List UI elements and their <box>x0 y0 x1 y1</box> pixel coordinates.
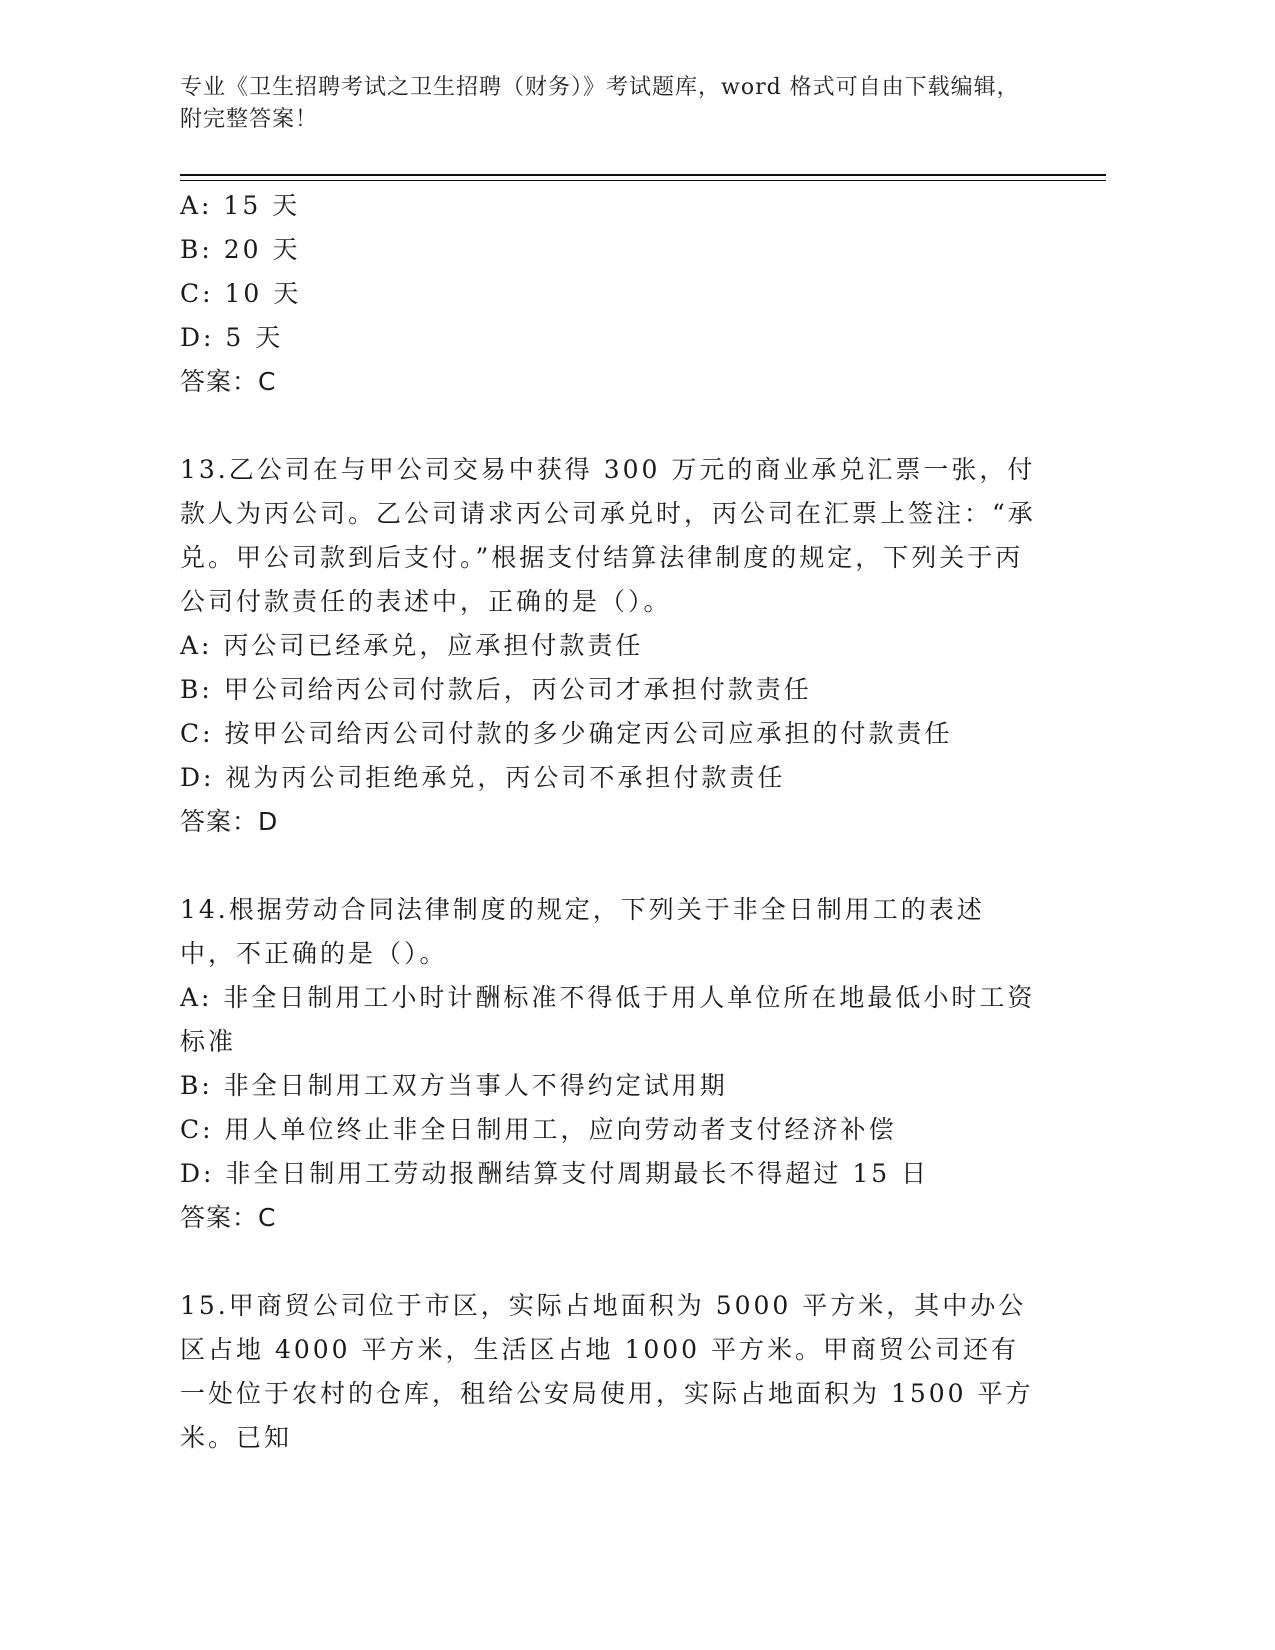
option-d: D: 视为丙公司拒绝承兑，丙公司不承担付款责任 <box>180 763 786 792</box>
question-13-block <box>180 448 1040 844</box>
answer-line: 答案：C <box>180 1203 277 1232</box>
question-14-block <box>180 888 1040 1240</box>
option-c: C: 10 天 <box>180 279 302 308</box>
option-a: A: 非全日制用工小时计酬标准不得低于用人单位所在地最低小时工资标准 <box>180 983 1036 1056</box>
question-15-text: 15.甲商贸公司位于市区，实际占地面积为 5000 平方米，其中办公区占地 4000 平方米，生活区占地 1000 平方米。甲商贸公司还有一处位于农村的仓库，租给公安局使用，实际占地面积为 1500 平方米。已知 <box>180 1291 1034 1452</box>
option-b: B: 非全日制用工双方当事人不得约定试用期 <box>180 1071 728 1100</box>
answer-line: 答案：C <box>180 367 277 396</box>
spacer <box>180 844 1040 888</box>
option-b: B: 甲公司给丙公司付款后，丙公司才承担付款责任 <box>180 675 812 704</box>
answer-line: 答案：D <box>180 807 279 836</box>
option-b: B: 20 天 <box>180 235 301 264</box>
question-14-text: 14.根据劳动合同法律制度的规定，下列关于非全日制用工的表述中，不正确的是（）。 <box>180 895 985 968</box>
header-rule-thin <box>180 180 1106 181</box>
spacer <box>180 1240 1040 1284</box>
option-a: A: 15 天 <box>180 191 301 220</box>
page-header: 专业《卫生招聘考试之卫生招聘（财务）》考试题库，word 格式可自由下载编辑，附完整答案！ <box>180 75 1020 132</box>
prev-question-block <box>180 184 1040 404</box>
question-15-block <box>180 1284 1040 1460</box>
header-rule-thick <box>180 174 1106 176</box>
document-body <box>180 184 1040 1460</box>
option-c: C: 用人单位终止非全日制用工，应向劳动者支付经济补偿 <box>180 1115 897 1144</box>
option-d: D: 非全日制用工劳动报酬结算支付周期最长不得超过 15 日 <box>180 1159 930 1188</box>
option-d: D: 5 天 <box>180 323 284 352</box>
option-a: A: 丙公司已经承兑，应承担付款责任 <box>180 631 644 660</box>
question-13-text: 13.乙公司在与甲公司交易中获得 300 万元的商业承兑汇票一张，付款人为丙公司。乙公司请求丙公司承兑时，丙公司在汇票上签注：“承兑。甲公司款到后支付。”根据支付结算法律制度的规定，下列关于丙公司付款责任的表述中，正确的是（）。 <box>180 455 1036 616</box>
spacer <box>180 404 1040 448</box>
option-c: C: 按甲公司给丙公司付款的多少确定丙公司应承担的付款责任 <box>180 719 953 748</box>
